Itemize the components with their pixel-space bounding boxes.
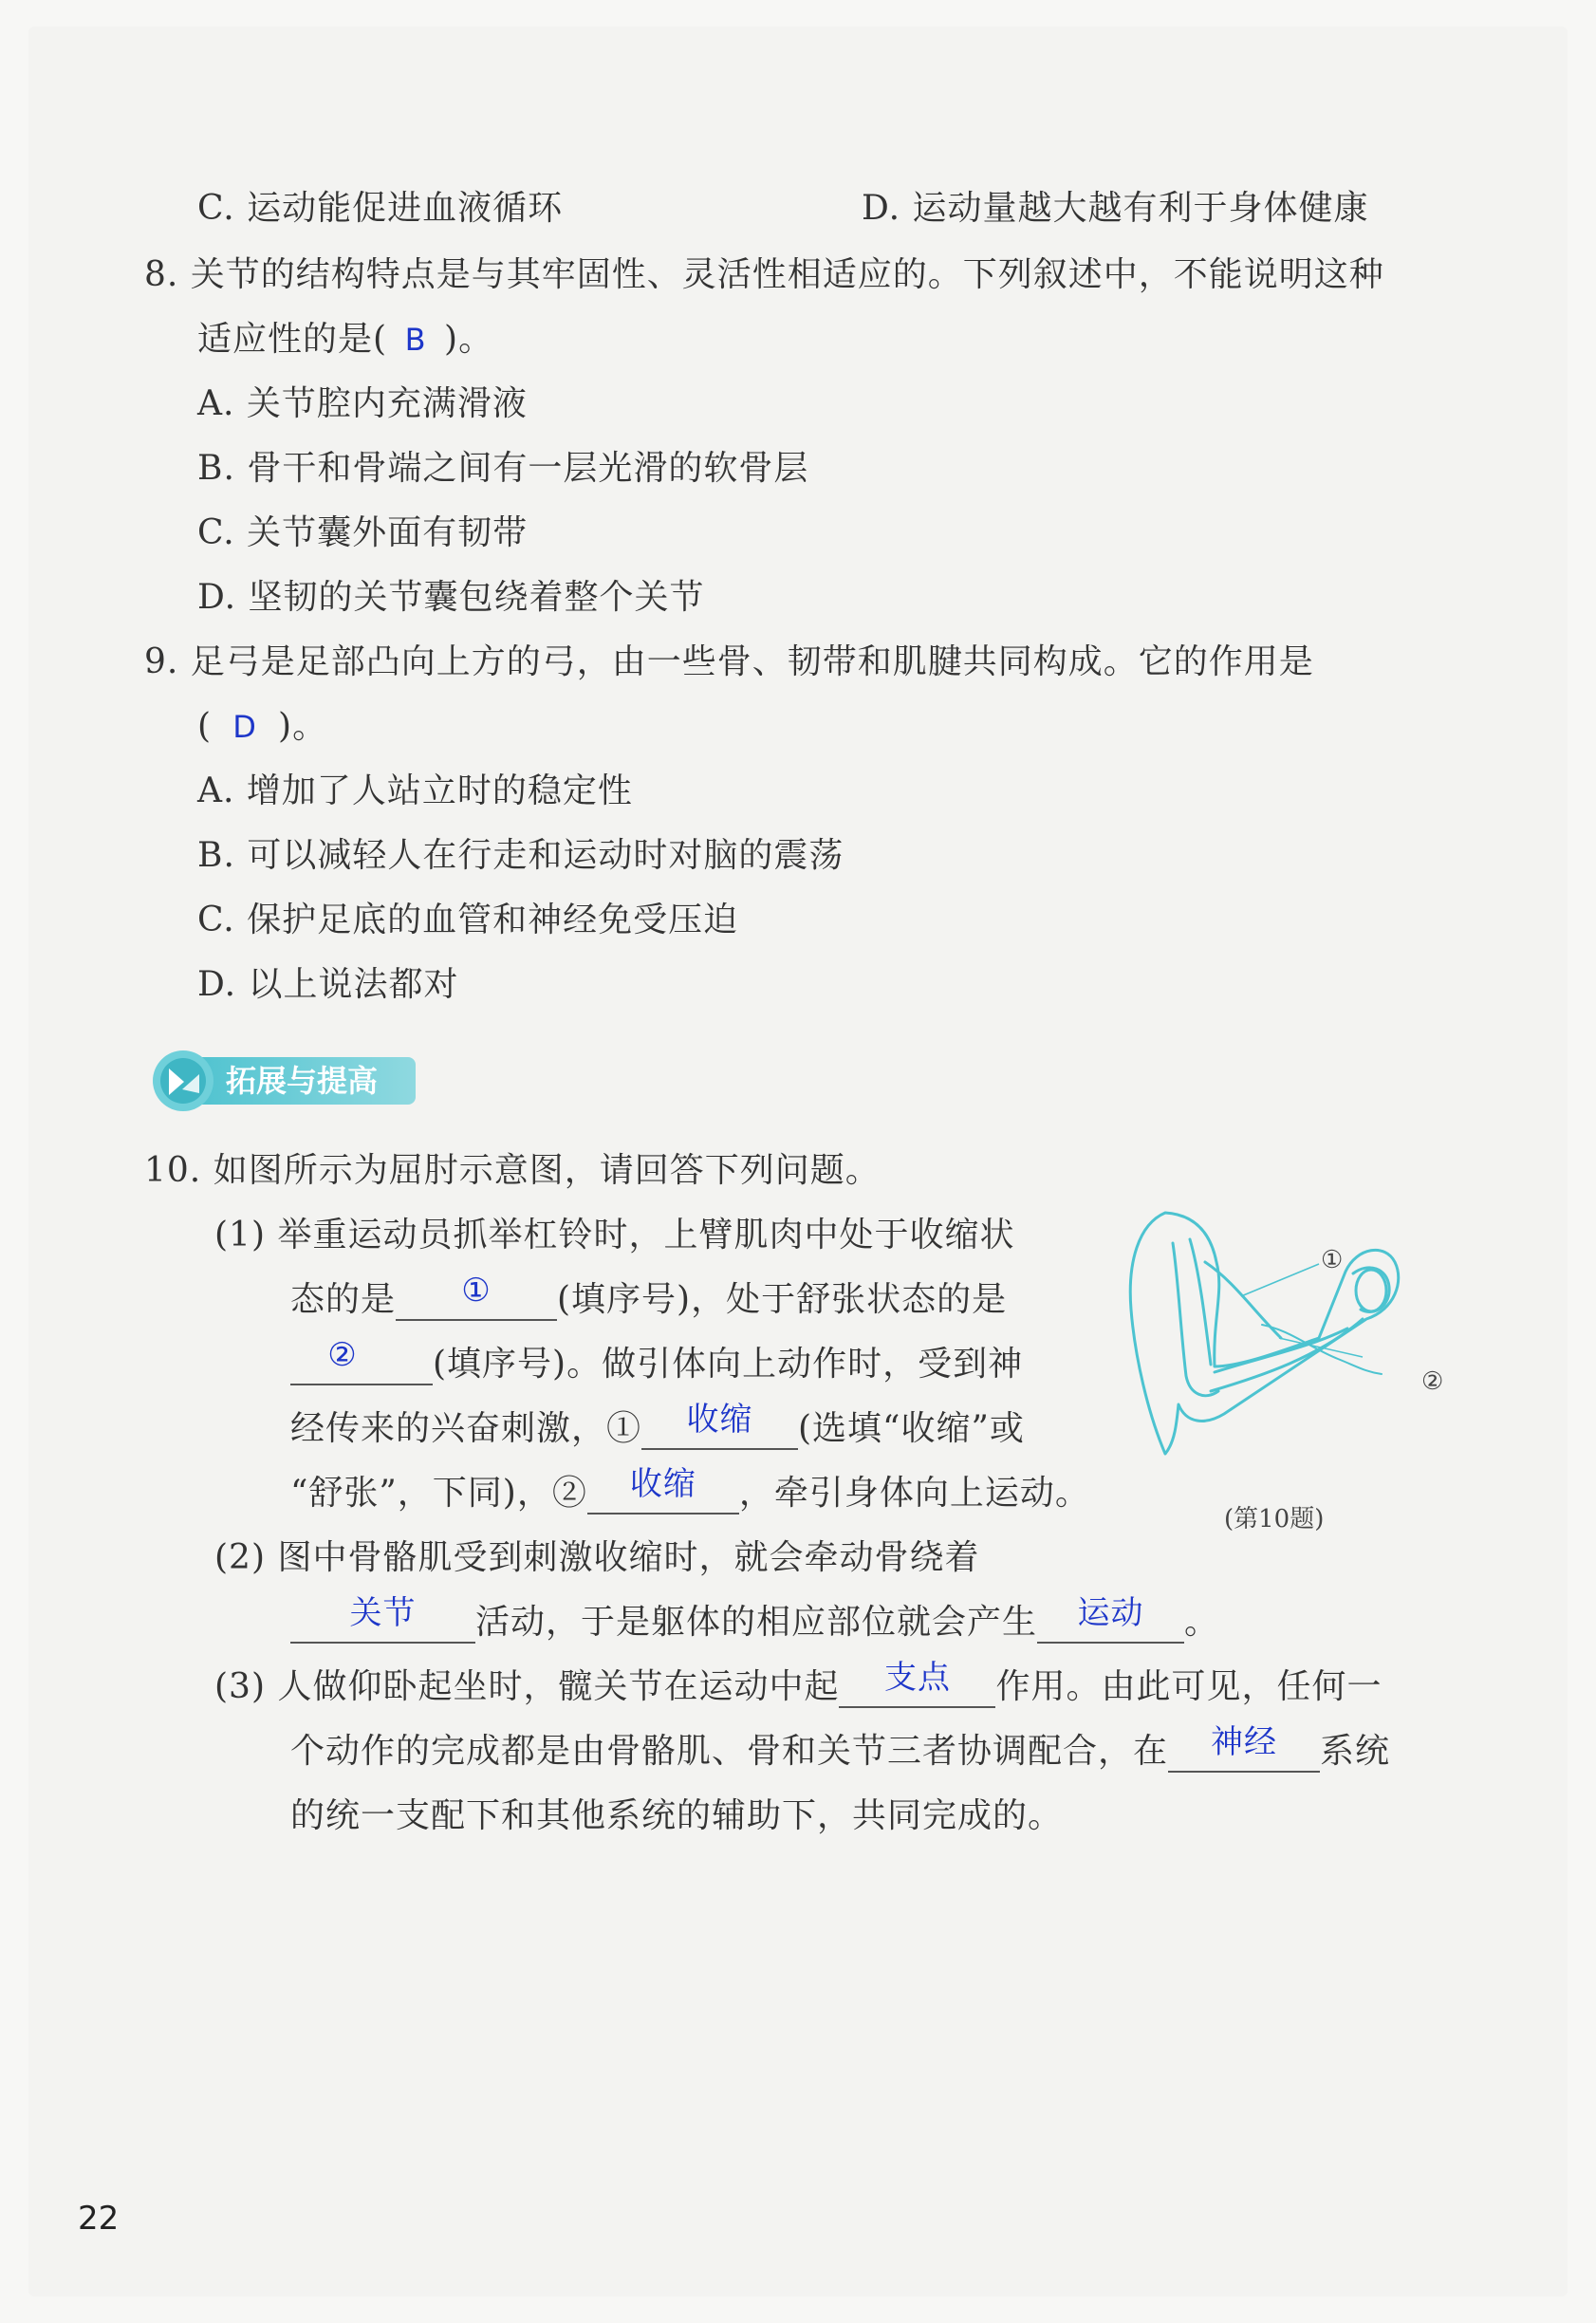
q10-part3-answer1: 支点 bbox=[883, 1659, 951, 1697]
q9-stem-prefix: ( bbox=[197, 707, 213, 746]
q7-option-c: C. 运动能促进血液循环 bbox=[197, 189, 564, 228]
q10-part2-answer2: 运动 bbox=[1077, 1594, 1144, 1632]
q10-part3-text-c: 个动作的完成都是由骨骼肌、骨和关节三者协调配合，在 bbox=[290, 1732, 1169, 1771]
q9-stem-line2 bbox=[197, 704, 327, 750]
elbow-flexion-diagram bbox=[1120, 1205, 1461, 1490]
expand-improve-icon bbox=[150, 1048, 216, 1114]
q10-part3-line2 bbox=[290, 1723, 1391, 1775]
q10-part1-blank1 bbox=[396, 1272, 557, 1321]
q10-part1-text-f: “舒张”，下同)，② bbox=[290, 1474, 587, 1513]
q10-part1-text-b: (填序号)，处于舒张状态的是 bbox=[557, 1280, 1008, 1319]
q10-part2-text-a: 活动，于是躯体的相应部位就会产生 bbox=[475, 1603, 1038, 1642]
q10-part3-blank2 bbox=[1168, 1723, 1320, 1773]
figure-caption: (第10题) bbox=[1224, 1505, 1325, 1533]
q9-option-d: D. 以上说法都对 bbox=[197, 965, 459, 1004]
q10-part1-text-d: 经传来的兴奋刺激，① bbox=[290, 1409, 642, 1448]
q8-option-d: D. 坚韧的关节囊包绕着整个关节 bbox=[197, 578, 705, 617]
q10-part2-line1: (2) 图中骨骼肌受到刺激收缩时，就会牵动骨绕着 bbox=[214, 1538, 980, 1577]
q10-part3-line1 bbox=[214, 1659, 1383, 1710]
q10-part1-line4 bbox=[290, 1401, 1025, 1452]
q10-part1-text-a: 态的是 bbox=[290, 1280, 397, 1319]
q10-part1-blank2 bbox=[290, 1336, 433, 1385]
q7-option-d: D. 运动量越大越有利于身体健康 bbox=[862, 189, 1369, 228]
page-number: 22 bbox=[78, 2200, 120, 2238]
q8-option-b: B. 骨干和骨端之间有一层光滑的软骨层 bbox=[197, 449, 809, 488]
q10-part3-text-a: (3) 人做仰卧起坐时，髋关节在运动中起 bbox=[214, 1667, 840, 1706]
q8-answer: B bbox=[404, 322, 427, 358]
q10-part1-text-e: (选填“收缩”或 bbox=[798, 1409, 1025, 1448]
q10-part1-answer1: ① bbox=[461, 1272, 492, 1310]
q10-part1-text-c: (填序号)。做引体向上动作时，受到神 bbox=[433, 1345, 1024, 1384]
q8-stem-suffix: )。 bbox=[444, 320, 494, 359]
q8-option-a: A. 关节腔内充满滑液 bbox=[197, 384, 528, 423]
q10-part1-blank3 bbox=[641, 1401, 798, 1450]
q10-part1-answer3: 收缩 bbox=[686, 1401, 753, 1439]
q10-part1-line5 bbox=[290, 1465, 1090, 1516]
q9-stem-line1: 9. 足弓是足部凸向上方的弓，由一些骨、韧带和肌腱共同构成。它的作用是 bbox=[144, 642, 1314, 681]
q8-option-c: C. 关节囊外面有韧带 bbox=[197, 513, 529, 552]
q10-part1-answer4: 收缩 bbox=[629, 1465, 696, 1503]
q10-part2-text-b: 。 bbox=[1184, 1603, 1220, 1642]
q8-stem-line1: 8. 关节的结构特点是与其牢固性、灵活性相适应的。下列叙述中，不能说明这种 bbox=[144, 255, 1384, 294]
q10-part3-text-b: 作用。由此可见，任何一 bbox=[995, 1667, 1383, 1706]
q10-stem: 10. 如图所示为屈肘示意图，请回答下列问题。 bbox=[144, 1151, 881, 1190]
q10-part3-line3: 的统一支配下和其他系统的辅助下，共同完成的。 bbox=[290, 1796, 1064, 1835]
figure-label-1: ① bbox=[1321, 1246, 1344, 1274]
q10-part3-answer2: 神经 bbox=[1211, 1723, 1278, 1761]
q10-part2-line2 bbox=[290, 1594, 1220, 1645]
q9-option-b: B. 可以减轻人在行走和运动时对脑的震荡 bbox=[197, 836, 844, 875]
section-banner bbox=[150, 1042, 425, 1118]
q10-part2-blank1 bbox=[290, 1594, 475, 1644]
q10-part1-line1: (1) 举重运动员抓举杠铃时，上臂肌肉中处于收缩状 bbox=[214, 1216, 1015, 1254]
q10-part1-answer2: ② bbox=[327, 1336, 358, 1374]
figure-label-2: ② bbox=[1421, 1367, 1444, 1396]
q10-part1-text-g: ，牵引身体向上运动。 bbox=[738, 1474, 1090, 1513]
q8-stem-line2 bbox=[197, 317, 493, 362]
section-title: 拓展与提高 bbox=[188, 1057, 416, 1105]
q9-option-c: C. 保护足底的血管和神经免受压迫 bbox=[197, 901, 739, 939]
q9-option-a: A. 增加了人站立时的稳定性 bbox=[197, 771, 633, 810]
q9-stem-suffix: )。 bbox=[278, 707, 328, 746]
q10-part1-line2 bbox=[290, 1272, 1008, 1323]
q10-part3-text-d: 系统 bbox=[1320, 1732, 1391, 1771]
q10-part1-line3 bbox=[290, 1336, 1024, 1387]
q10-part2-answer1: 关节 bbox=[349, 1594, 417, 1632]
q9-answer: D bbox=[232, 709, 257, 745]
q10-part3-blank1 bbox=[839, 1659, 995, 1708]
q10-part2-blank2 bbox=[1037, 1594, 1184, 1644]
q10-part1-blank4 bbox=[587, 1465, 739, 1515]
q8-stem-prefix: 适应性的是( bbox=[197, 320, 388, 359]
